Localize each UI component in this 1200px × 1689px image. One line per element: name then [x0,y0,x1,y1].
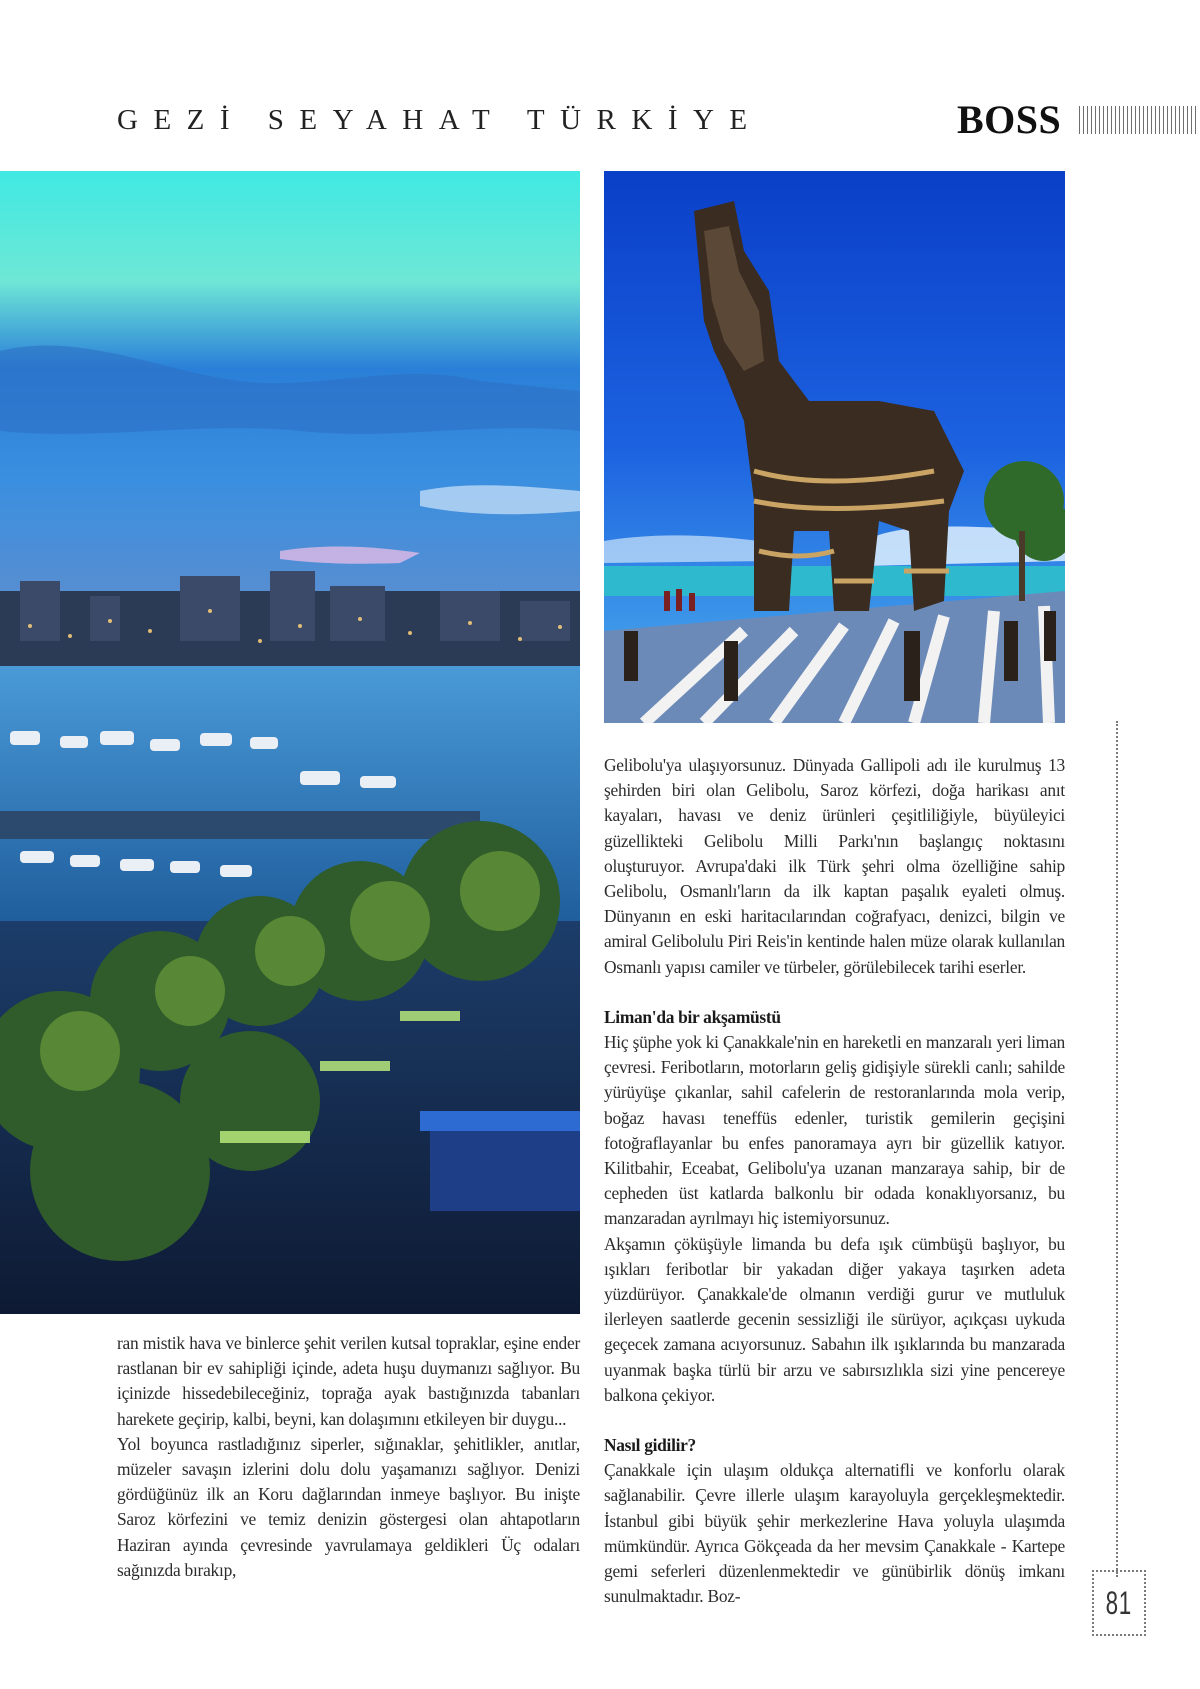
left-paragraph-2: Yol boyunca rastladığınız siperler, sığınaklar, şehitlikler, anıtlar, müzeler savaşın izlerini dolu dolu yaşamanızı sağlıyor. Denizi gördüğünüz ilk an Koru dağlarından inmeye başlıyor. Bu inişte Saroz körfezini ve temiz denizin göstergesi olan ahtapotların Haziran ayında çevresinde yavrulamaya geldikleri Üç odaları sağınızda bırakıp, [117,1433,580,1580]
brand-name: BOSS [957,97,1062,142]
right-column-text [604,753,1065,1610]
harbor-night-photo [0,171,580,1314]
left-paragraph-1: ran mistik hava ve binlerce şehit verilen kutsal topraklar, eşine ender rastlanan bir ev sahipliği içinde, adeta huşu duymanızı sağlıyor. Bu içinizde hissedebileceğiniz, toprağa ayak bastığınızda tabanları harekete geçirip, kalbi, beyni, kan dolaşımını etkileyen bir duygu... [117,1333,580,1429]
section-heading-harbor: Liman'da bir akşamüstü [604,1006,781,1027]
section-heading-travel: Nasıl gidilir? [604,1435,696,1456]
trojan-horse-photo [604,171,1065,723]
page-number: 81 [1105,1584,1133,1621]
dotted-divider-line [1116,721,1118,1577]
harbor-paragraph-1: Hiç şüphe yok ki Çanakkale'nin en hareketli en manzaralı yeri liman çevresi. Feribotların, motorların geliş gidişiyle sürekli canlı; sahilde yürüyüşe çıkanlar, sahil cafelerin de restoranlarında mola verip, boğaz havası teneffüs edenler, turistik gemilerin geçişini fotoğraflayanlar bu enfes panoramaya ayrı bir güzellik katıyor. Kilitbahir, Eceabat, Gelibolu'ya uzanan manzaraya sahip, bir de cepheden üst katlarda balkonlu bir odada konaklıyorsanız, bu manzaradan ayrılmayı hiç istemiyorsunuz. [604,1032,1065,1229]
section-header: GEZİ SEYAHAT TÜRKİYE [117,104,763,136]
brand-logo [957,98,1197,142]
left-column-text [117,1331,580,1583]
harbor-paragraph-2: Akşamın çöküşüyle limanda bu defa ışık cümbüşü başlıyor, bu ışıkları feribotlar bir yakadan diğer yakaya taşırken adeta yüzdürüyor. Çanakkale'de olmanın verdiği gurur ve mutluluk ilerleyen saatlerde gecenin sessizliği ile sürüyor, açıkçası uykuda geçecek zamana acıyorsunuz. Sabahın ilk ışıklarında bu manzarada uyanmak başka türlü bir arzu ve sabırsızlıkla sizi yine pencereye balkona çekiyor. [604,1233,1065,1405]
page-number-box [1092,1570,1146,1636]
brand-stripe-decoration [1079,106,1197,134]
travel-paragraph-1: Çanakkale için ulaşım oldukça alternatifli ve konforlu olarak sağlanabilir. Çevre illerle ulaşım karayoluyla gerçekleşmektedir. İstanbul gibi büyük şehir merkezlerine Hava yoluyla ulaşımda mümkündür. Ayrıca Gökçeada da her mevsim Çanakkale - Kartepe gemi seferleri düzenlenmektedir ve günübirlik dönüş imkanı sunulmaktadır. Boz- [604,1460,1065,1607]
intro-paragraph: Gelibolu'ya ulaşıyorsunuz. Dünyada Gallipoli adı ile kurulmuş 13 şehirden biri olan Gelibolu, Saroz körfezi, doğa harikası anıt kayaları, havası ve deniz ürünleri çeşitliliğiyle, büyüleyici güzellikteki Gelibolu Milli Parkı'nın başlangıç noktasını oluşturuyor. Avrupa'daki ilk Türk şehri olma özelliğine sahip Gelibolu, Osmanlı'ların da ilk kaptan paşalık eyaleti olmuş. Dünyanın en eski haritacılarından coğrafyacı, denizci, bilgin ve amiral Gelibolulu Piri Reis'in kentinde halen müze olarak kullanılan Osmanlı yapısı camiler ve türbeler, görülebilecek tarihi eserler. [604,755,1065,977]
